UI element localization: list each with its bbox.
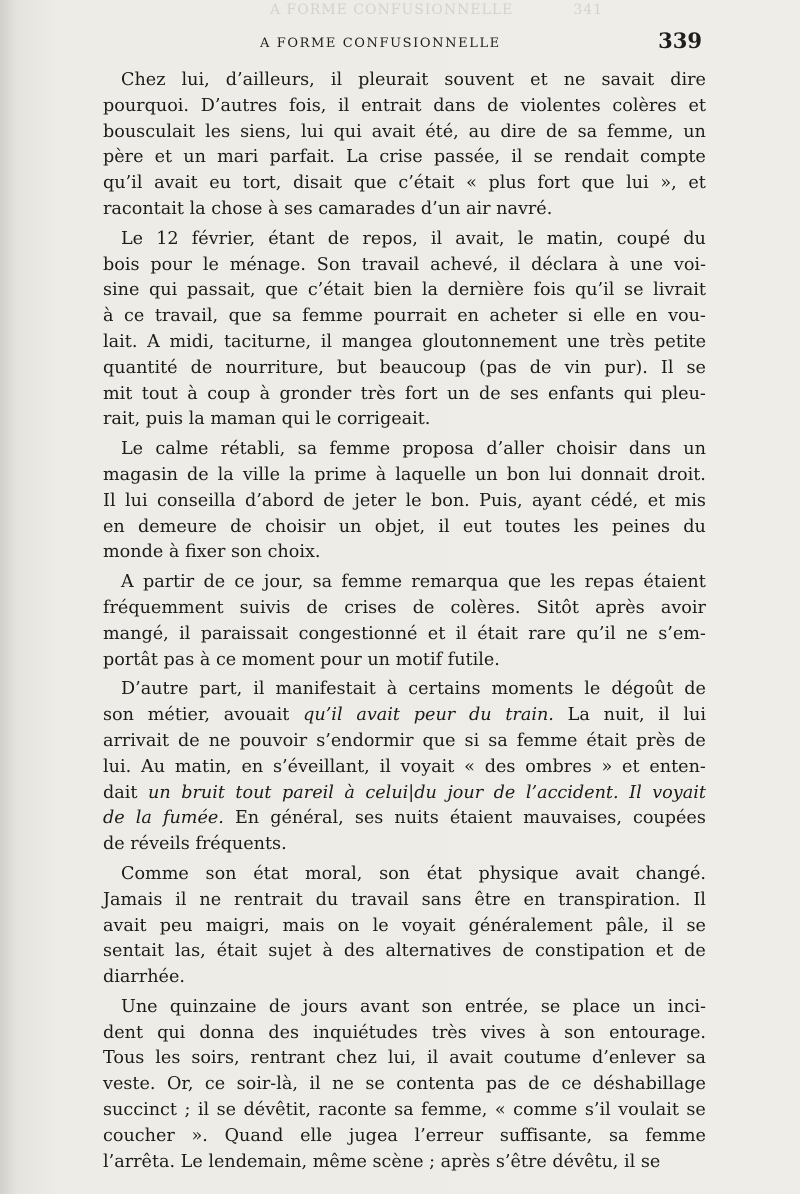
text-line: son métier, avouait qu’il avait peur du train. La nuit, il lui <box>103 705 706 726</box>
text-line: A partir de ce jour, sa femme remarqua que les repas étaient <box>121 572 706 593</box>
text-line: pourquoi. D’autres fois, il entrait dans de violentes colères et <box>103 95 706 116</box>
text-line: magasin de la ville la prime à laquelle un bon lui donnait droit. <box>103 464 706 485</box>
paragraph <box>103 862 706 991</box>
text-line: l’arrêta. Le lendemain, même scène ; après s’être dévêtu, il se <box>103 1151 661 1172</box>
text-line: rait, puis la maman qui le corrigeait. <box>103 409 431 430</box>
bleed-through-text: A FORME CONFUSIONNELLE 341 <box>270 2 604 18</box>
text-line: diarrhée. <box>103 967 185 988</box>
text-line: lui. Au matin, en s’éveillant, il voyait « des ombres » et enten- <box>103 756 706 777</box>
paragraph <box>103 570 706 673</box>
text-line: sine qui passait, que c’était bien la dernière fois qu’il se livrait <box>103 280 706 301</box>
text-line: de réveils fréquents. <box>103 834 287 855</box>
text-line: de la fumée. En général, ses nuits étaient mauvaises, coupées <box>103 808 706 829</box>
page-header <box>100 28 710 58</box>
text-line: monde à fixer son choix. <box>103 542 321 563</box>
text-line: qu’il avait eu tort, disait que c’était « plus fort que lui », et <box>103 173 706 194</box>
text-line: père et un mari parfait. La crise passée, il se rendait compte <box>103 147 706 168</box>
text-line: coucher ». Quand elle jugea l’erreur suffisante, sa femme <box>103 1125 706 1146</box>
text-line: fréquemment suivis de crises de colères. Sitôt après avoir <box>103 597 706 618</box>
running-head: A FORME CONFUSIONNELLE <box>260 36 501 51</box>
text-line: Le calme rétabli, sa femme proposa d’aller choisir dans un <box>121 439 706 460</box>
text-line: Jamais il ne rentrait du travail sans être en transpiration. Il <box>103 889 706 910</box>
text-line: Tous les soirs, rentrant chez lui, il avait coutume d’enlever sa <box>103 1048 706 1069</box>
text-line: portât pas à ce moment pour un motif futile. <box>103 649 500 670</box>
text-line: à ce travail, que sa femme pourrait en acheter si elle en vou- <box>103 306 706 327</box>
text-line: mangé, il paraissait congestionné et il était rare qu’il ne s’em- <box>103 623 706 644</box>
text-line: arrivait de ne pouvoir s’endormir que si sa femme était près de <box>103 730 706 751</box>
text-line: quantité de nourriture, but beaucoup (pas de vin pur). Il se <box>103 357 706 378</box>
text-line: Une quinzaine de jours avant son entrée, se place un inci- <box>121 996 706 1017</box>
text-line: lait. A midi, taciturne, il mangea gloutonnement une très petite <box>103 331 706 352</box>
paragraph <box>103 437 706 566</box>
text-line: avait peu maigri, mais on le voyait généralement pâle, il se <box>103 915 706 936</box>
paragraph <box>103 227 706 433</box>
text-line: bois pour le ménage. Son travail achevé, il déclara à une voi- <box>103 254 706 275</box>
text-line: dait un bruit tout pareil à celui|du jour de l’accident. Il voyait <box>103 782 706 803</box>
paragraph <box>103 68 706 223</box>
body-text <box>103 68 706 1175</box>
text-line: veste. Or, ce soir-là, il ne se contenta pas de ce déshabillage <box>103 1074 706 1095</box>
text-line: Le 12 février, étant de repos, il avait, le matin, coupé du <box>121 228 706 249</box>
text-line: racontait la chose à ses camarades d’un air navré. <box>103 198 553 219</box>
text-line: D’autre part, il manifestait à certains moments le dégoût de <box>121 679 706 700</box>
text-line: mit tout à coup à gronder très fort un de ses enfants qui pleu- <box>103 383 706 404</box>
text-line: Comme son état moral, son état physique avait changé. <box>121 863 706 884</box>
text-line: bousculait les siens, lui qui avait été, au dire de sa femme, un <box>103 121 706 142</box>
text-line: sentait las, était sujet à des alternatives de constipation et de <box>103 941 706 962</box>
paragraph <box>103 677 706 858</box>
text-line: dent qui donna des inquiétudes très vives à son entourage. <box>103 1022 706 1043</box>
text-line: Il lui conseilla d’abord de jeter le bon. Puis, ayant cédé, et mis <box>103 490 706 511</box>
paragraph <box>103 995 706 1176</box>
text-line: succinct ; il se dévêtit, raconte sa femme, « comme s’il voulait se <box>103 1100 706 1121</box>
text-line: Chez lui, d’ailleurs, il pleurait souvent et ne savait dire <box>121 70 706 90</box>
text-line: en demeure de choisir un objet, il eut toutes les peines du <box>103 516 706 537</box>
page-number: 339 <box>658 28 702 53</box>
